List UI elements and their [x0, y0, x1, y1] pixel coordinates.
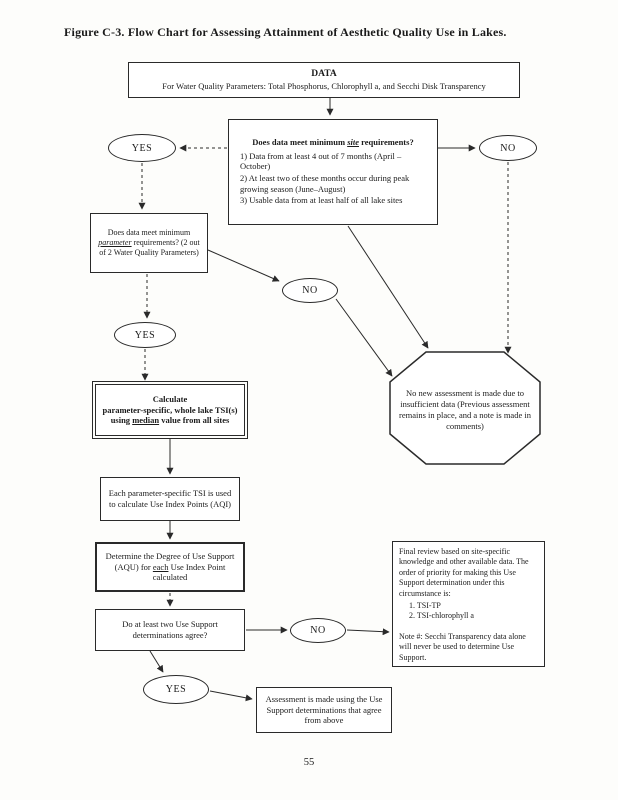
figure-title: Figure C-3. Flow Chart for Assessing Attainment of Aesthetic Quality Use in Lakes.: [64, 25, 507, 39]
parameter-requirements-box: [90, 213, 208, 273]
flow-connector: [208, 250, 279, 281]
calculate-line-1: Calculate: [152, 394, 188, 405]
decision-no-top: NO: [479, 135, 537, 161]
calculate-line-3: using median value from all sites: [110, 415, 230, 426]
data-box-title: DATA: [311, 68, 337, 79]
site-requirement-item: 1) Data from at least 4 out of 7 months (April – October): [240, 150, 402, 172]
calculate-tsi-box: [95, 384, 245, 436]
decision-yes-bottom: YES: [143, 675, 209, 704]
page-number: 55: [303, 757, 315, 768]
priority-item: 1. TSI-TP: [409, 600, 441, 610]
data-box-subtitle: For Water Quality Parameters: Total Phosphorus, Chlorophyll a, and Secchi Disk Transparency: [162, 80, 486, 91]
site-requirements-items: [234, 151, 432, 207]
flow-connector: [210, 691, 252, 699]
final-review-box: [392, 541, 545, 667]
site-requirements-heading: Does data meet minimum site requirements?: [252, 137, 414, 148]
decision-yes-top: YES: [108, 134, 176, 162]
assessment-made-box: Assessment is made using the Use Support determinations that agree from above: [256, 687, 392, 733]
use-index-points-box: Each parameter-specific TSI is used to calculate Use Index Points (AQI): [100, 477, 240, 521]
determinations-agree-box: Do at least two Use Support determinations agree?: [95, 609, 245, 651]
flow-connector: [347, 630, 389, 632]
decision-no-bottom: NO: [290, 618, 346, 643]
final-review-paragraph: Final review based on site-specific knowledge and other available data. The order of priority for making this Use Support determination under this circumstance is:: [399, 547, 529, 598]
flow-connector: [336, 299, 392, 376]
final-review-note: Note #: Secchi Transparency data alone will never be used to determine Use Support.: [399, 631, 526, 662]
decision-no-mid: NO: [282, 278, 338, 303]
flow-connector: [348, 226, 428, 348]
site-requirement-item: 3) Usable data from at least half of all lake sites: [240, 195, 403, 206]
priority-item: 2. TSI-chlorophyll a: [409, 611, 474, 621]
degree-of-use-support-box: [95, 542, 245, 592]
final-review-priority-list: [409, 601, 538, 622]
data-box: [128, 62, 520, 98]
calculate-line-2: parameter-specific, whole lake TSI(s): [102, 404, 238, 415]
degree-of-use-support-text: Determine the Degree of Use Support (AQU) for each Use Index Point calculated: [105, 551, 235, 583]
flow-connector: [150, 651, 163, 672]
decision-yes-mid: YES: [114, 322, 176, 348]
no-assessment-octagon-text: No new assessment is made due to insufficient data (Previous assessment remains in place, and a note is made in comments): [399, 387, 531, 432]
site-requirement-item: 2) At least two of these months occur during peak growing season (June–August): [240, 173, 410, 194]
parameter-requirements-text: Does data meet minimum parameter requirements? (2 out of 2 Water Quality Parameters): [98, 228, 200, 257]
site-requirements-box: [228, 119, 438, 225]
